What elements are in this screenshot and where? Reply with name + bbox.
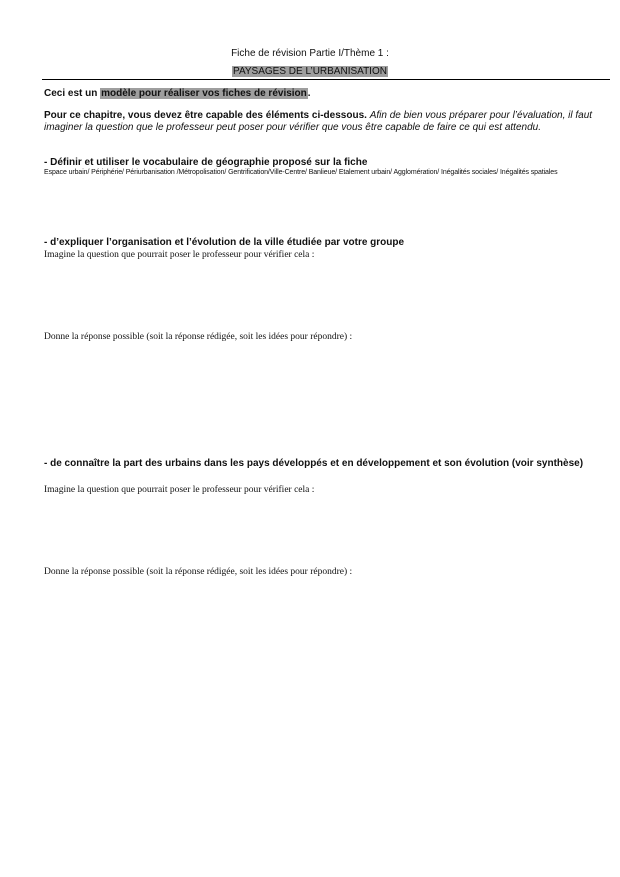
- chapter-bold: Pour ce chapitre, vous devez être capable des éléments ci-dessous.: [44, 110, 367, 121]
- chapter-italic: Afin de bien vous préparer pour l’évaluation, il faut imaginer la question que le professeur peut poser pour vérifier que vous être capable de faire ce qui est attendu.: [44, 110, 593, 133]
- section-1-heading: - Définir et utiliser le vocabulaire de géographie proposé sur la fiche: [44, 157, 368, 168]
- section-2-heading: - d’expliquer l’organisation et l’évolution de la ville étudiée par votre groupe: [44, 237, 405, 248]
- section-3-heading: - de connaître la part des urbains dans les pays développés et en développement et son évolution (voir synthèse): [44, 458, 584, 469]
- section-2-question-prompt: Imagine la question que pourrait poser le professeur pour vérifier cela :: [44, 250, 315, 260]
- section-3-question-prompt: Imagine la question que pourrait poser le professeur pour vérifier cela :: [44, 485, 315, 495]
- chapter-paragraph: [44, 110, 610, 134]
- page-subtitle: PAYSAGES DE L’URBANISATION: [233, 66, 387, 77]
- subtitle-wrap: [0, 66, 620, 77]
- page-title: Fiche de révision Partie I/Thème 1 :: [231, 48, 389, 59]
- section-2-answer-prompt: Donne la réponse possible (soit la réponse rédigée, soit les idées pour répondre) :: [44, 332, 353, 342]
- intro-highlight: modèle pour réaliser vos fiches de révision: [101, 88, 307, 99]
- intro-suffix: .: [307, 88, 311, 99]
- intro-prefix: Ceci est un: [44, 88, 101, 99]
- section-3-answer-prompt: Donne la réponse possible (soit la réponse rédigée, soit les idées pour répondre) :: [44, 567, 353, 577]
- intro-line: [44, 88, 610, 100]
- title-divider: [42, 79, 610, 80]
- vocab-list: Espace urbain/ Périphérie/ Périurbanisation /Métropolisation/ Gentrification/Ville-Centre/ Banlieue/ Etalement urbain/ Agglomération/ Inégalités sociales/ Inégalités spatiales: [44, 169, 558, 176]
